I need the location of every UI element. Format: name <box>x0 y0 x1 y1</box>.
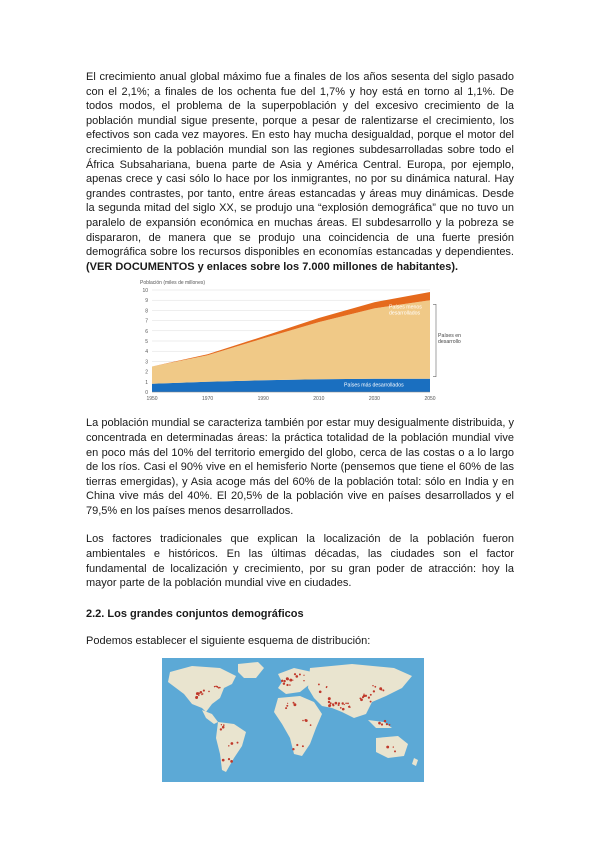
city-dot <box>378 722 381 725</box>
city-dot <box>294 674 296 676</box>
x-tick-label: 2050 <box>424 396 436 403</box>
city-dot <box>228 746 229 747</box>
population-chart <box>134 280 462 408</box>
city-dot <box>332 704 334 706</box>
y-tick-label: 0 <box>145 390 148 397</box>
city-dot <box>285 708 287 710</box>
city-dot <box>202 694 204 696</box>
city-dot <box>296 744 298 746</box>
city-dot <box>299 674 301 676</box>
city-dot <box>345 703 347 705</box>
city-dot <box>382 690 384 692</box>
city-dot <box>231 743 233 745</box>
city-dot <box>293 704 296 707</box>
city-dot <box>237 742 239 744</box>
paragraph-growth <box>86 70 514 274</box>
city-dot <box>302 720 304 722</box>
city-dot <box>342 709 344 711</box>
city-dot <box>394 751 396 753</box>
population-chart-svg <box>134 280 462 408</box>
city-dot <box>203 690 205 692</box>
city-dot <box>326 686 328 688</box>
city-dot <box>218 687 220 689</box>
label-developing-1: Países en <box>438 333 462 340</box>
city-dot <box>292 748 294 750</box>
city-dot <box>283 680 285 682</box>
city-dot <box>222 726 225 729</box>
y-tick-label: 8 <box>145 308 148 315</box>
label-least-developed-1: Países menos <box>389 304 422 311</box>
city-dot <box>286 684 288 686</box>
city-dot <box>393 747 394 748</box>
city-dot <box>348 706 350 708</box>
paragraph-growth-text: El crecimiento anual global máximo fue a finales de los años sesenta del siglo pasado con el 2,1%; a finales de los ochenta fue del 1,7% y hoy está en torno al 1,1%. De todos modos, el problema de la superpoblación y del excesivo crecimiento de la población mundial sigue presente, porque a pesar de ralentizarse el crecimiento, los efectivos son cada vez mayores. En esto hay mucha desigualdad, porque el motor del crecimiento de la población mundial son las regiones subdesarrolladas sobre todo el África Subsahariana, buena parte de Asia y América Central. Europa, por ejemplo, apenas crece y casi sólo lo hace por los inmigrantes, no por su dinámica natural. Hay grandes contrastes, por tanto, entre áreas estancadas y áreas muy dinámicas. Desde la segunda mitad del siglo XX, se produjo una “explosión demográfica” que no tuvo un paralelo de expansión económica en muchas áreas. El subdesarrollo y la pobreza se dispararon, de manera que se produjo una coincidencia de una fuerte presión demográfica sobre los recursos disponibles en economías estancadas y dependientes. <box>86 71 514 259</box>
city-dot <box>381 724 383 726</box>
world-map-svg <box>162 658 424 782</box>
label-developing-2: desarrollo <box>438 339 461 346</box>
documents-reference: (VER DOCUMENTOS y enlaces sobre los 7.000 millones de habitantes). <box>86 260 459 273</box>
paragraph-scheme: Podemos establecer el siguiente esquema de distribución: <box>86 634 371 647</box>
city-dot <box>228 758 230 760</box>
paragraph-distribution: La población mundial se caracteriza también por estar muy desigualmente distribuida, y concentrada en determinadas áreas: la práctica totalidad de la población mundial vive en poco más del 10% del territorio emergido del globo, cerca de las costas o a lo largo de los ríos. Casi el 90% vive en el hemisferio Norte (pensemos que tiene el 60% de las tierras emergidas), y Asia acoge más del 60% de la población total: sólo en India y en China vive más del 40%. El 20,5% de la población vive en países desarrollados y el 79,5% en los países menos desarrollados. <box>86 417 514 517</box>
city-dot <box>389 724 391 726</box>
city-dot <box>292 680 293 681</box>
city-dot <box>384 720 386 722</box>
city-dot <box>289 679 292 682</box>
city-dot <box>287 703 288 704</box>
city-dot <box>365 695 367 697</box>
x-tick-label: 1990 <box>257 396 269 403</box>
city-dot <box>286 678 289 681</box>
city-dot <box>338 703 340 705</box>
city-dot <box>289 685 291 687</box>
city-dot <box>220 729 222 731</box>
world-population-map <box>162 658 424 782</box>
city-dot <box>372 685 373 686</box>
city-dot <box>295 676 298 679</box>
city-dot <box>328 705 331 708</box>
city-dot <box>347 703 349 705</box>
y-tick-label: 10 <box>142 288 148 295</box>
city-dot <box>303 680 304 681</box>
city-dot <box>281 680 283 682</box>
paragraph-factors: Los factores tradicionales que explican la localización de la población fueron ambientales e históricos. En las últimas décadas, las ciudades son el factor fundamental de localización y crecimiento, por su gran poder de atracción: hoy la mayor parte de la población mundial vive en ciudades. <box>86 533 514 590</box>
y-tick-label: 6 <box>145 329 148 336</box>
city-dot <box>302 746 304 748</box>
city-dot <box>386 746 389 749</box>
y-tick-label: 3 <box>145 359 148 366</box>
city-dot <box>330 703 332 705</box>
x-tick-label: 2010 <box>313 396 325 403</box>
city-dot <box>335 702 338 705</box>
y-tick-label: 7 <box>145 318 148 325</box>
document-page <box>86 70 514 782</box>
city-dot <box>340 707 342 709</box>
city-dot <box>200 691 203 694</box>
label-more-developed: Países más desarrollados <box>344 382 404 389</box>
y-tick-label: 1 <box>145 380 148 387</box>
y-axis-label: Población (miles de millones) <box>140 280 206 287</box>
city-dot <box>286 705 288 707</box>
city-dot <box>230 760 233 763</box>
city-dot <box>197 693 199 695</box>
city-dot <box>208 691 210 693</box>
city-dot <box>214 686 215 687</box>
city-dot <box>368 697 370 699</box>
city-dot <box>386 724 388 726</box>
city-dot <box>283 683 285 685</box>
city-dot <box>370 701 372 703</box>
label-least-developed-2: desarrollados <box>389 310 421 317</box>
x-tick-label: 1950 <box>146 396 158 403</box>
city-dot <box>195 696 198 699</box>
section-heading: 2.2. Los grandes conjuntos demográficos <box>86 607 304 620</box>
city-dot <box>374 686 376 688</box>
city-dot <box>381 689 383 691</box>
y-tick-label: 4 <box>145 349 148 356</box>
x-tick-label: 2030 <box>368 396 380 403</box>
city-dot <box>303 675 304 676</box>
city-dot <box>223 725 225 727</box>
city-dot <box>310 725 312 727</box>
city-dot <box>359 698 361 700</box>
y-tick-label: 9 <box>145 298 148 305</box>
city-dot <box>342 703 344 705</box>
city-dot <box>318 684 320 686</box>
city-dot <box>344 704 345 705</box>
x-tick-label: 1970 <box>202 396 214 403</box>
y-tick-label: 2 <box>145 369 148 376</box>
city-dot <box>198 695 199 696</box>
developing-bracket <box>433 305 436 377</box>
city-dot <box>373 691 375 693</box>
city-dot <box>221 724 222 725</box>
city-dot <box>293 702 295 704</box>
city-dot <box>328 698 331 701</box>
city-dot <box>222 759 225 762</box>
y-tick-label: 5 <box>145 339 148 346</box>
city-dot <box>304 719 306 721</box>
city-dot <box>319 691 322 694</box>
city-dot <box>370 694 372 696</box>
